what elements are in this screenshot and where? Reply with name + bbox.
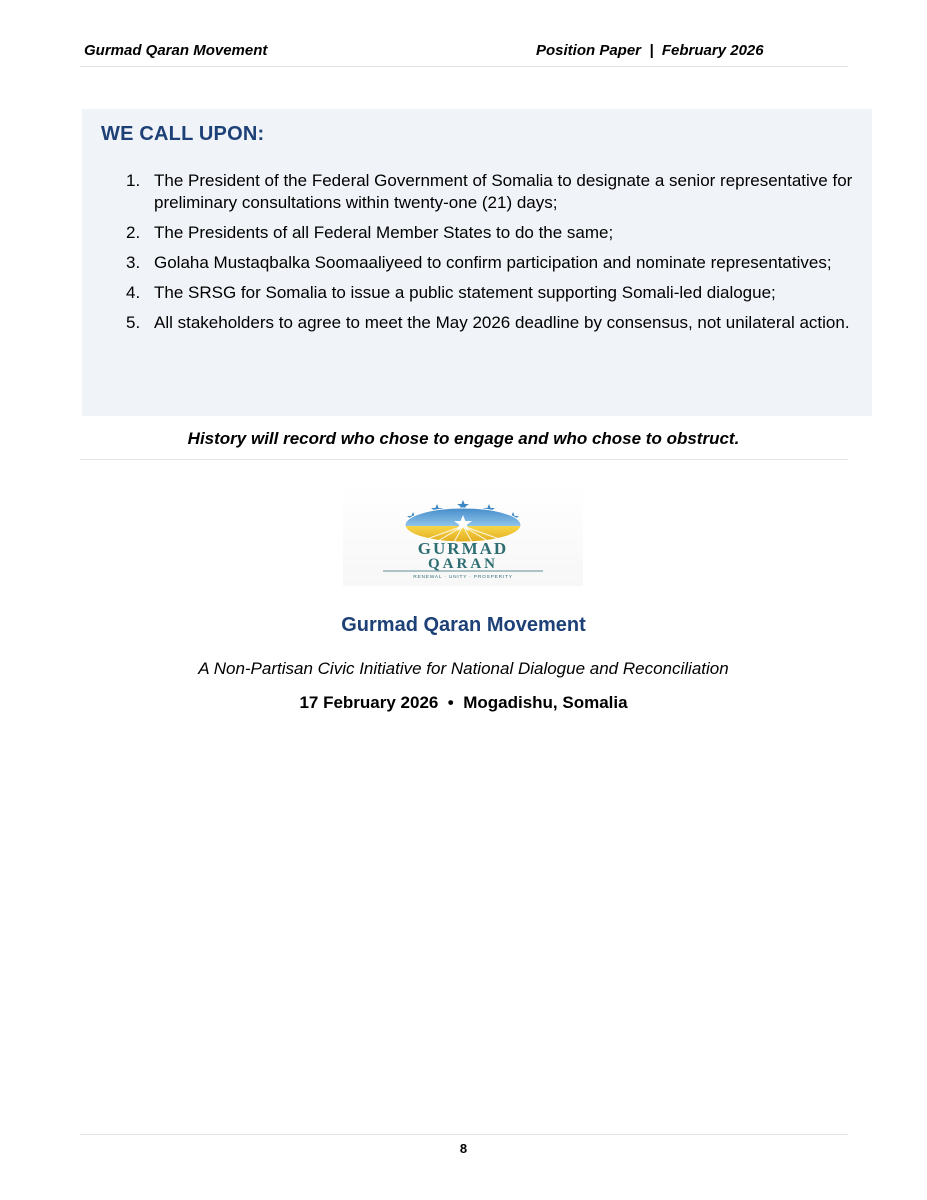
call-upon-title: WE CALL UPON:: [101, 123, 265, 145]
section-divider: [80, 459, 848, 460]
list-item-text: The President of the Federal Government of Somalia to designate a senior representative for preliminary consultations within twenty-one (21) days;: [154, 171, 853, 212]
list-item-number: 1.: [126, 171, 141, 190]
org-tagline: A Non-Partisan Civic Initiative for National Dialogue and Reconciliation: [198, 659, 729, 678]
list-item: [101, 252, 854, 274]
call-upon-box: [82, 109, 872, 416]
footer-divider: [80, 1134, 848, 1135]
call-upon-list: [101, 170, 872, 334]
list-item: [101, 312, 854, 334]
list-item-number: 3.: [126, 253, 141, 272]
header-org-name: Gurmad Qaran Movement: [84, 42, 268, 59]
logo-motto: RENEWAL · UNITY · PROSPERITY: [413, 575, 513, 580]
page-number: 8: [459, 1141, 468, 1156]
list-item-text: Golaha Mustaqbalka Soomaaliyeed to confirm participation and nominate representatives;: [154, 253, 832, 272]
list-item-number: 5.: [126, 313, 141, 332]
date-location: 17 February 2026 • Mogadishu, Somalia: [299, 693, 628, 712]
org-name: Gurmad Qaran Movement: [341, 614, 586, 636]
page-header: [80, 42, 848, 67]
list-item-number: 4.: [126, 283, 141, 302]
list-item: [101, 222, 854, 244]
list-item: [101, 282, 854, 304]
list-item-text: The Presidents of all Federal Member States to do the same;: [154, 223, 614, 242]
closing-statement: History will record who chose to engage and who chose to obstruct.: [187, 429, 740, 448]
header-doc-info: Position Paper | February 2026: [536, 42, 764, 59]
logo-wordmark-bottom: QARAN: [428, 556, 498, 572]
logo-wordmark-top: GURMAD: [417, 539, 509, 558]
logo-graphic: [343, 484, 583, 586]
list-item: [101, 170, 854, 214]
list-item-text: The SRSG for Somalia to issue a public statement supporting Somali-led dialogue;: [154, 283, 776, 302]
list-item-text: All stakeholders to agree to meet the May 2026 deadline by consensus, not unilateral action.: [154, 313, 850, 332]
list-item-number: 2.: [126, 223, 141, 242]
gurmad-qaran-logo: [343, 484, 583, 586]
